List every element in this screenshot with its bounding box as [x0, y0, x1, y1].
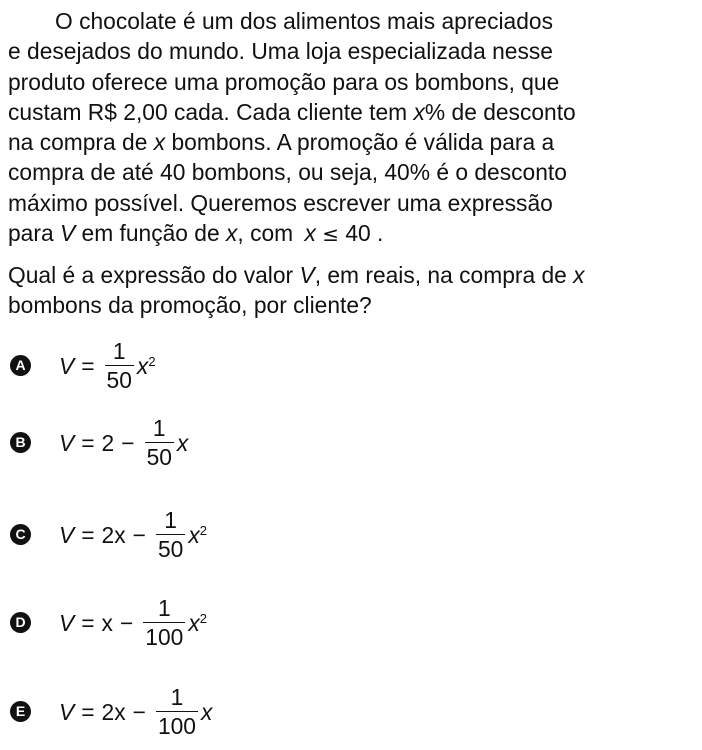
question-statement [8, 6, 694, 249]
exponent: 2 [199, 610, 207, 626]
option-expression [59, 336, 156, 396]
equals-sign: = [81, 521, 95, 548]
equals-sign: = [81, 429, 95, 456]
statement-line [8, 67, 694, 97]
prompt-text: , em reais, na compra de [314, 262, 574, 288]
expression-variable: x [188, 521, 200, 548]
option-expression [59, 413, 188, 473]
less-equal-symbol: ≤ [322, 222, 339, 247]
answer-option-d[interactable] [8, 593, 608, 653]
condition [304, 220, 383, 246]
statement-text: e desejados do mundo. Uma loja especializada nesse [8, 38, 553, 65]
statement-text: bombons. A promoção é válida para a [165, 129, 555, 156]
variable-x: x [153, 129, 166, 156]
condition-period: . [377, 220, 384, 247]
option-expression [59, 505, 207, 565]
answer-option-a[interactable] [8, 336, 608, 396]
condition-limit: 40 [345, 220, 371, 247]
option-letter-badge: D [10, 612, 31, 633]
statement-text: na compra de [8, 129, 154, 156]
expression-variable: x [188, 609, 200, 636]
fraction-numerator: 1 [164, 507, 177, 534]
minus-sign: − [121, 429, 135, 456]
minus-sign: − [132, 521, 146, 548]
equals-sign: = [81, 698, 95, 725]
fraction-denominator: 50 [106, 367, 132, 393]
fraction-numerator: 1 [152, 415, 166, 442]
prompt-text: Qual é a expressão do valor [8, 262, 300, 288]
minus-sign: − [119, 609, 134, 636]
expression-variable: x [176, 429, 189, 456]
question-prompt [8, 260, 694, 321]
statement-line [8, 157, 694, 187]
option-expression [59, 682, 212, 742]
statement-text: compra de até 40 bombons, ou seja, 40% é o desconto [8, 159, 567, 186]
prompt-text: bombons da promoção, por cliente? [8, 292, 372, 319]
expression-lhs: V [59, 521, 75, 548]
expression-variable: x [136, 352, 149, 379]
statement-line [8, 218, 694, 249]
statement-text: para [8, 220, 60, 247]
statement-text: % de desconto [424, 98, 576, 125]
option-letter-badge: C [10, 524, 31, 545]
equals-sign: = [81, 609, 95, 636]
variable-x: x [226, 220, 238, 247]
expression-lead-term: 2 [101, 429, 115, 456]
fraction [105, 340, 134, 392]
statement-line [8, 97, 694, 127]
exponent: 2 [199, 522, 207, 538]
answer-option-e[interactable] [8, 682, 608, 742]
statement-text: custam R$ 2,00 cada. Cada cliente tem [8, 98, 414, 125]
statement-line [8, 127, 694, 157]
statement-line [8, 6, 694, 36]
variable-x: x [304, 220, 316, 247]
statement-text: em função de [75, 220, 226, 247]
fraction-denominator: 50 [146, 444, 172, 470]
variable-v: V [299, 262, 315, 288]
expression-lead-term: 2x [101, 698, 126, 725]
statement-text: máximo possível. Queremos escrever uma expressão [8, 189, 553, 216]
expression-lead-term: 2x [101, 521, 126, 548]
fraction [143, 597, 185, 649]
expression-variable: x [201, 698, 213, 725]
equals-sign: = [81, 352, 95, 379]
expression-lhs: V [59, 609, 75, 636]
answer-option-b[interactable] [8, 413, 608, 473]
fraction [145, 417, 174, 469]
fraction-denominator: 50 [157, 536, 184, 562]
option-letter-badge: B [10, 432, 31, 453]
expression-lhs: V [59, 429, 75, 456]
statement-text: , com [237, 220, 300, 247]
expression-lead-term: x [101, 609, 113, 636]
exponent: 2 [148, 353, 156, 369]
prompt-line [8, 290, 694, 320]
fraction [156, 686, 198, 738]
fraction-numerator: 1 [112, 338, 126, 365]
option-letter-badge: A [10, 355, 31, 376]
variable-x: x [413, 98, 425, 125]
fraction-denominator: 100 [145, 624, 184, 650]
fraction-numerator: 1 [170, 684, 184, 711]
expression-lhs: V [59, 352, 75, 379]
statement-text: produto oferece uma promoção para os bombons, que [8, 68, 560, 95]
option-expression [59, 593, 207, 653]
option-letter-badge: E [10, 701, 31, 722]
fraction-numerator: 1 [157, 595, 171, 622]
variable-v: V [59, 220, 76, 247]
statement-line [8, 188, 694, 218]
fraction-denominator: 100 [157, 713, 196, 739]
expression-lhs: V [59, 698, 75, 725]
minus-sign: − [132, 698, 146, 725]
prompt-line [8, 260, 694, 290]
variable-x: x [573, 262, 585, 288]
statement-line [8, 36, 694, 66]
answer-option-c[interactable] [8, 505, 608, 565]
statement-text: O chocolate é um dos alimentos mais apreciados [55, 8, 553, 34]
fraction [156, 509, 185, 561]
